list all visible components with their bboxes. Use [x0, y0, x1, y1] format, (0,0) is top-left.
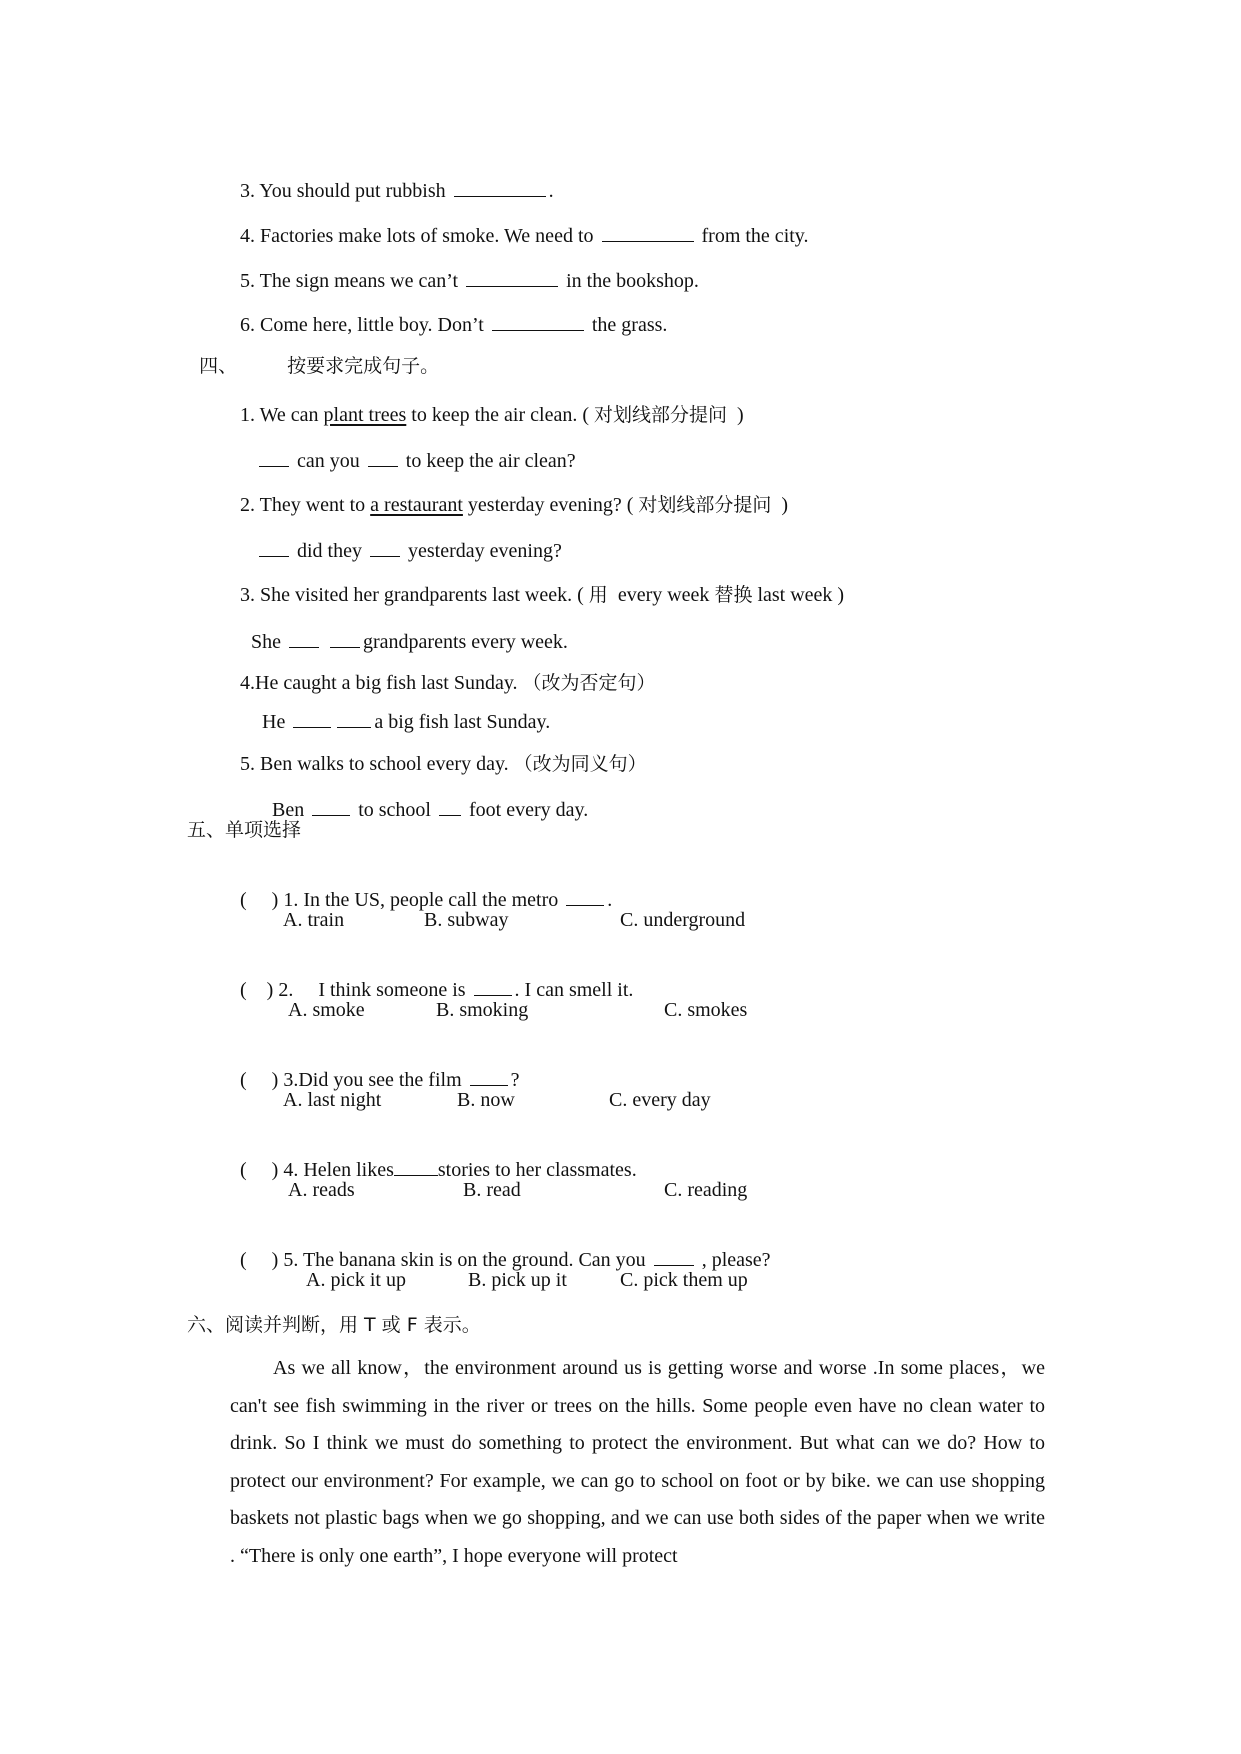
option-b: B. pick up it [468, 1269, 567, 1291]
rewrite-q1: 1. We can plant trees to keep the air clean. ( 对划线部分提问 ) [240, 404, 744, 426]
option-b: B. now [457, 1089, 515, 1111]
fill-item-6: 6. Come here, little boy. Don’t the grass. [240, 314, 668, 336]
answer-blank[interactable] [454, 178, 546, 197]
option-a: A. smoke [288, 999, 365, 1021]
rewrite-q3-answer: She grandparents every week. [251, 631, 568, 653]
answer-blank[interactable] [312, 797, 350, 816]
rewrite-q4: 4.He caught a big fish last Sunday. （改为否定句） [240, 672, 656, 694]
option-c: C. every day [609, 1089, 711, 1111]
answer-blank[interactable] [293, 709, 331, 728]
section-4-heading: 四、 按要求完成句子。 [199, 355, 440, 377]
rewrite-q5: 5. Ben walks to school every day. （改为同义句） [240, 753, 647, 775]
option-c: C. smokes [664, 999, 748, 1021]
choice-question-1: ( ) 1. In the US, people call the metro . [240, 889, 613, 911]
reading-passage: As we all know，the environment around us is getting worse and worse .In some places，we can't see fish swimming in the river or trees on the hills. Some people even have no clean water to drink. So I think we must do something to protect the environment. But what can we do? How to protect our environment? For example, we can go to school on foot or by bike. we can use shopping baskets not plastic bags when we go shopping, and we can use both sides of the paper when we write . “There is only one earth”, I hope everyone will protect [230, 1357, 1045, 1567]
answer-blank[interactable] [337, 709, 371, 728]
option-a: A. pick it up [306, 1269, 406, 1291]
section-6-heading: 六、阅读并判断，用 T 或 F 表示。 [187, 1314, 481, 1336]
section-5-heading: 五、单项选择 [187, 819, 302, 841]
option-c: C. reading [664, 1179, 748, 1201]
choice-question-2: ( ) 2. I think someone is . I can smell it. [240, 979, 634, 1001]
answer-paren[interactable]: ( ) [240, 1249, 279, 1271]
answer-blank[interactable] [259, 448, 289, 467]
answer-blank[interactable] [289, 629, 319, 648]
answer-blank[interactable] [492, 312, 584, 331]
choice-question-4: ( ) 4. Helen likes stories to her classmates. [240, 1159, 637, 1181]
fill-item-4: 4. Factories make lots of smoke. We need to from the city. [240, 225, 809, 247]
fill-item-3: 3. You should put rubbish . [240, 180, 554, 202]
option-a: A. last night [283, 1089, 382, 1111]
answer-blank[interactable] [602, 223, 694, 242]
answer-blank[interactable] [466, 268, 558, 287]
option-b: B. subway [424, 909, 509, 931]
rewrite-q1-answer: can you to keep the air clean? [246, 424, 576, 473]
answer-blank[interactable] [330, 629, 360, 648]
option-b: B. smoking [436, 999, 529, 1021]
fill-item-5: 5. The sign means we can’t in the bookshop. [240, 270, 699, 292]
answer-blank[interactable] [259, 538, 289, 557]
rewrite-q3: 3. She visited her grandparents last week. ( 用 every week 替换 last week ) [240, 584, 845, 606]
option-c: C. pick them up [620, 1269, 748, 1291]
option-b: B. read [463, 1179, 521, 1201]
answer-paren[interactable]: ( ) [240, 1159, 279, 1181]
answer-paren[interactable]: ( ) [240, 979, 274, 1001]
choice-question-3: ( ) 3.Did you see the film ? [240, 1069, 520, 1091]
answer-blank[interactable] [439, 797, 461, 816]
option-a: A. train [283, 909, 345, 931]
rewrite-q2: 2. They went to a restaurant yesterday evening? ( 对划线部分提问 ) [240, 494, 789, 516]
rewrite-q2-answer: did they yesterday evening? [246, 514, 562, 563]
answer-paren[interactable]: ( ) [240, 1069, 279, 1091]
answer-paren[interactable]: ( ) [240, 889, 279, 911]
choice-question-5: ( ) 5. The banana skin is on the ground. Can you , please? [240, 1249, 771, 1271]
rewrite-q4-answer: He a big fish last Sunday. [262, 711, 551, 733]
answer-blank[interactable] [368, 448, 398, 467]
option-a: A. reads [288, 1179, 355, 1201]
option-c: C. underground [620, 909, 746, 931]
answer-blank[interactable] [370, 538, 400, 557]
rewrite-q5-answer: Ben to school foot every day. [272, 799, 589, 821]
